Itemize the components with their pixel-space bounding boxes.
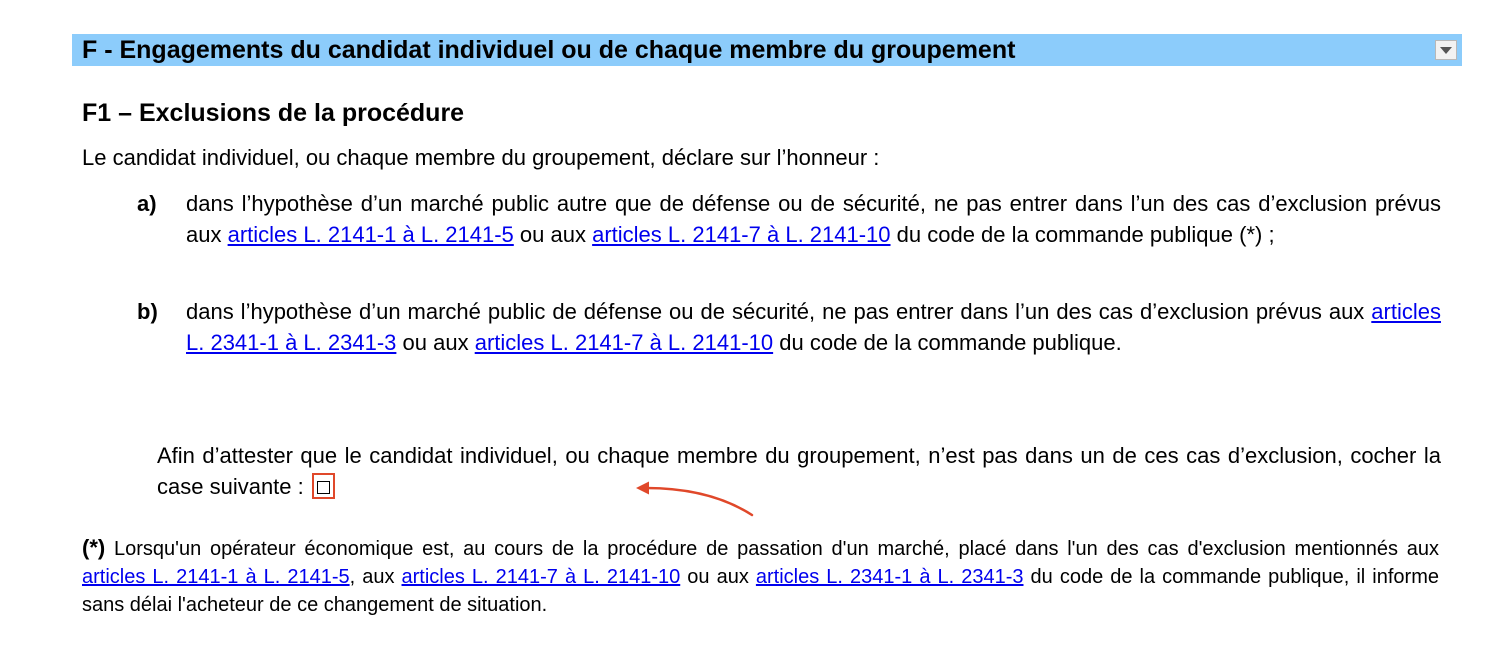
exclusion-checkbox[interactable] [317,481,330,494]
arrow-icon [630,476,760,526]
attestation-paragraph [157,440,1441,502]
footnote-text: , aux [349,566,395,588]
footnote-text: du code de la commande publique, il informe sans délai l'acheteur de ce changement de situation. [82,566,1439,616]
footnote [82,534,1439,619]
list-item-marker: a) [137,191,157,216]
link-articles-l2141-1-l2141-5[interactable]: articles L. 2141-1 à L. 2141-5 [227,222,514,247]
link-articles-l2141-7-l2141-10[interactable]: articles L. 2141-7 à L. 2141-10 [592,222,891,247]
link-articles-l2141-7-l2141-10[interactable]: articles L. 2141-7 à L. 2141-10 [474,330,774,355]
exclusion-checkbox-highlight[interactable] [312,473,335,499]
link-articles-l2141-1-l2141-5[interactable]: articles L. 2141-1 à L. 2141-5 [82,566,350,588]
list-item-text: dans l’hypothèse d’un marché public autre que de défense ou de sécurité, ne pas entrer dans l’un des cas d’exclusion prévus aux [186,191,1441,247]
subsection-title: F1 – Exclusions de la procédure [82,99,465,127]
list-item-text: du code de la commande publique. [779,330,1122,355]
list-item-b [137,296,1441,358]
list-item-text: dans l’hypothèse d’un marché public de défense ou de sécurité, ne pas entrer dans l’un des cas d’exclusion prévus aux [186,299,1365,324]
list-item-body [186,296,1441,358]
list-item-a [137,188,1441,250]
list-item-text: ou aux [402,330,469,355]
list-item-text: ou aux [519,222,586,247]
link-articles-l2341-1-l2341-3[interactable]: articles L. 2341-1 à L. 2341-3 [186,299,1441,355]
footnote-text: ou aux [687,566,749,588]
footnote-text: Lorsqu'un opérateur économique est, au cours de la procédure de passation d'un marché, placé dans l'un des cas d'exclusion mentionnés aux [114,538,1439,560]
list-item-text: du code de la commande publique (*) ; [896,222,1275,247]
chevron-down-icon [1440,47,1452,54]
link-articles-l2141-7-l2141-10[interactable]: articles L. 2141-7 à L. 2141-10 [401,566,681,588]
section-title: F - Engagements du candidat individuel ou de chaque membre du groupement [82,36,1016,64]
subsection-intro: Le candidat individuel, ou chaque membre du groupement, déclare sur l’honneur : [82,145,880,170]
list-item-marker: b) [137,299,158,324]
footnote-marker: (*) [82,535,106,560]
list-item-body [186,188,1441,250]
link-articles-l2341-1-l2341-3[interactable]: articles L. 2341-1 à L. 2341-3 [755,566,1024,588]
section-dropdown-button[interactable] [1435,40,1457,60]
section-header [72,34,1462,66]
attestation-text: Afin d’attester que le candidat individuel, ou chaque membre du groupement, n’est pas dans un de ces cas d’exclusion, cocher la case suivante : [157,443,1441,499]
